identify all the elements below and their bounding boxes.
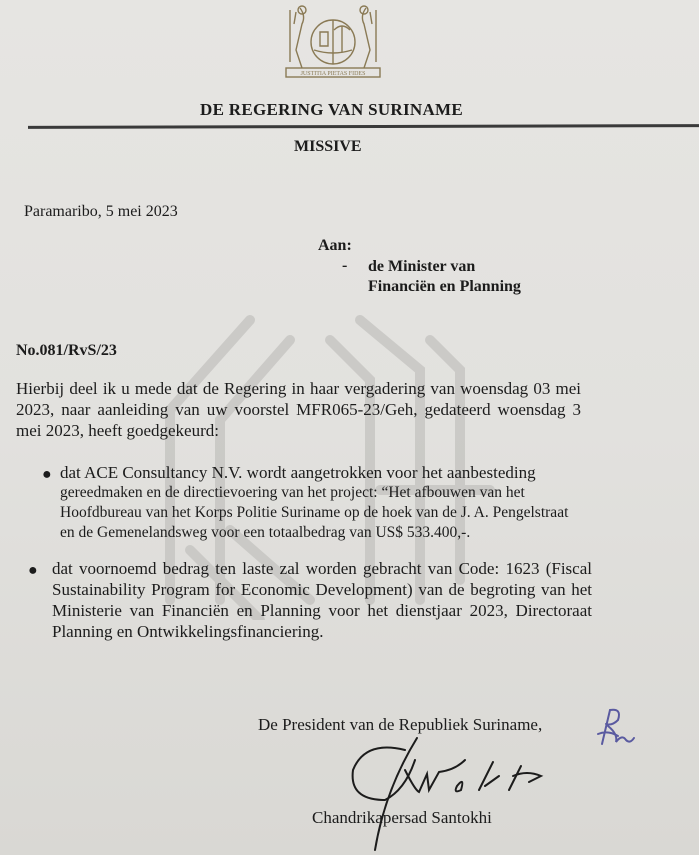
list-item bbox=[60, 462, 580, 543]
list-item-first-line: dat ACE Consultancy N.V. wordt aangetrokken voor het aanbesteding bbox=[60, 463, 536, 482]
place-date: Paramaribo, 5 mei 2023 bbox=[24, 203, 178, 220]
addressee-dash: - bbox=[342, 257, 348, 274]
signatory-name: Chandrikapersad Santokhi bbox=[312, 808, 492, 827]
list-item: dat voornoemd bedrag ten laste zal worden gebracht van Code: 1623 (Fiscal Sustainability Program for Economic Development) van de begroting van het Ministerie van Financiën en Planning voor het dienstjaar 2023, Directoraat Planning en Ontwikkelingsfinanciering. bbox=[52, 559, 592, 641]
addressee-line-1: de Minister van bbox=[368, 258, 476, 275]
header-divider bbox=[28, 124, 699, 129]
document-type: MISSIVE bbox=[294, 138, 362, 155]
intro-paragraph: Hierbij deel ik u mede dat de Regering in haar vergadering van woensdag 03 mei 2023, naar aanleiding van uw voorstel MFR065-23/Geh, gedateerd woensdag 3 mei 2023, heeft goedgekeurd: bbox=[16, 379, 581, 440]
addressee-line-2: Financiën en Planning bbox=[368, 278, 521, 295]
addressee-label: Aan: bbox=[318, 237, 352, 254]
initial-mark-icon bbox=[588, 704, 636, 752]
coat-of-arms-icon bbox=[272, 2, 394, 80]
closing-title: De President van de Republiek Suriname, bbox=[258, 715, 543, 734]
bullet-icon: ● bbox=[42, 466, 52, 483]
svg-text:JUSTITIA PIETAS FIDES: JUSTITIA PIETAS FIDES bbox=[300, 71, 366, 77]
list-item-continuation: gereedmaken en de directievoering van het project: “Het afbouwen van het Hoofdbureau van het Korps Politie Suriname op de hoek van de J. A. Pengelstraat en de Gemenelandsweg voor een totaalbedrag van US$ 533.400,-. bbox=[60, 484, 569, 541]
government-title: DE REGERING VAN SURINAME bbox=[200, 100, 464, 119]
bullet-icon: ● bbox=[28, 562, 38, 579]
reference-number: No.081/RvS/23 bbox=[16, 342, 117, 359]
addressee bbox=[368, 257, 521, 297]
signature-icon bbox=[345, 730, 575, 855]
